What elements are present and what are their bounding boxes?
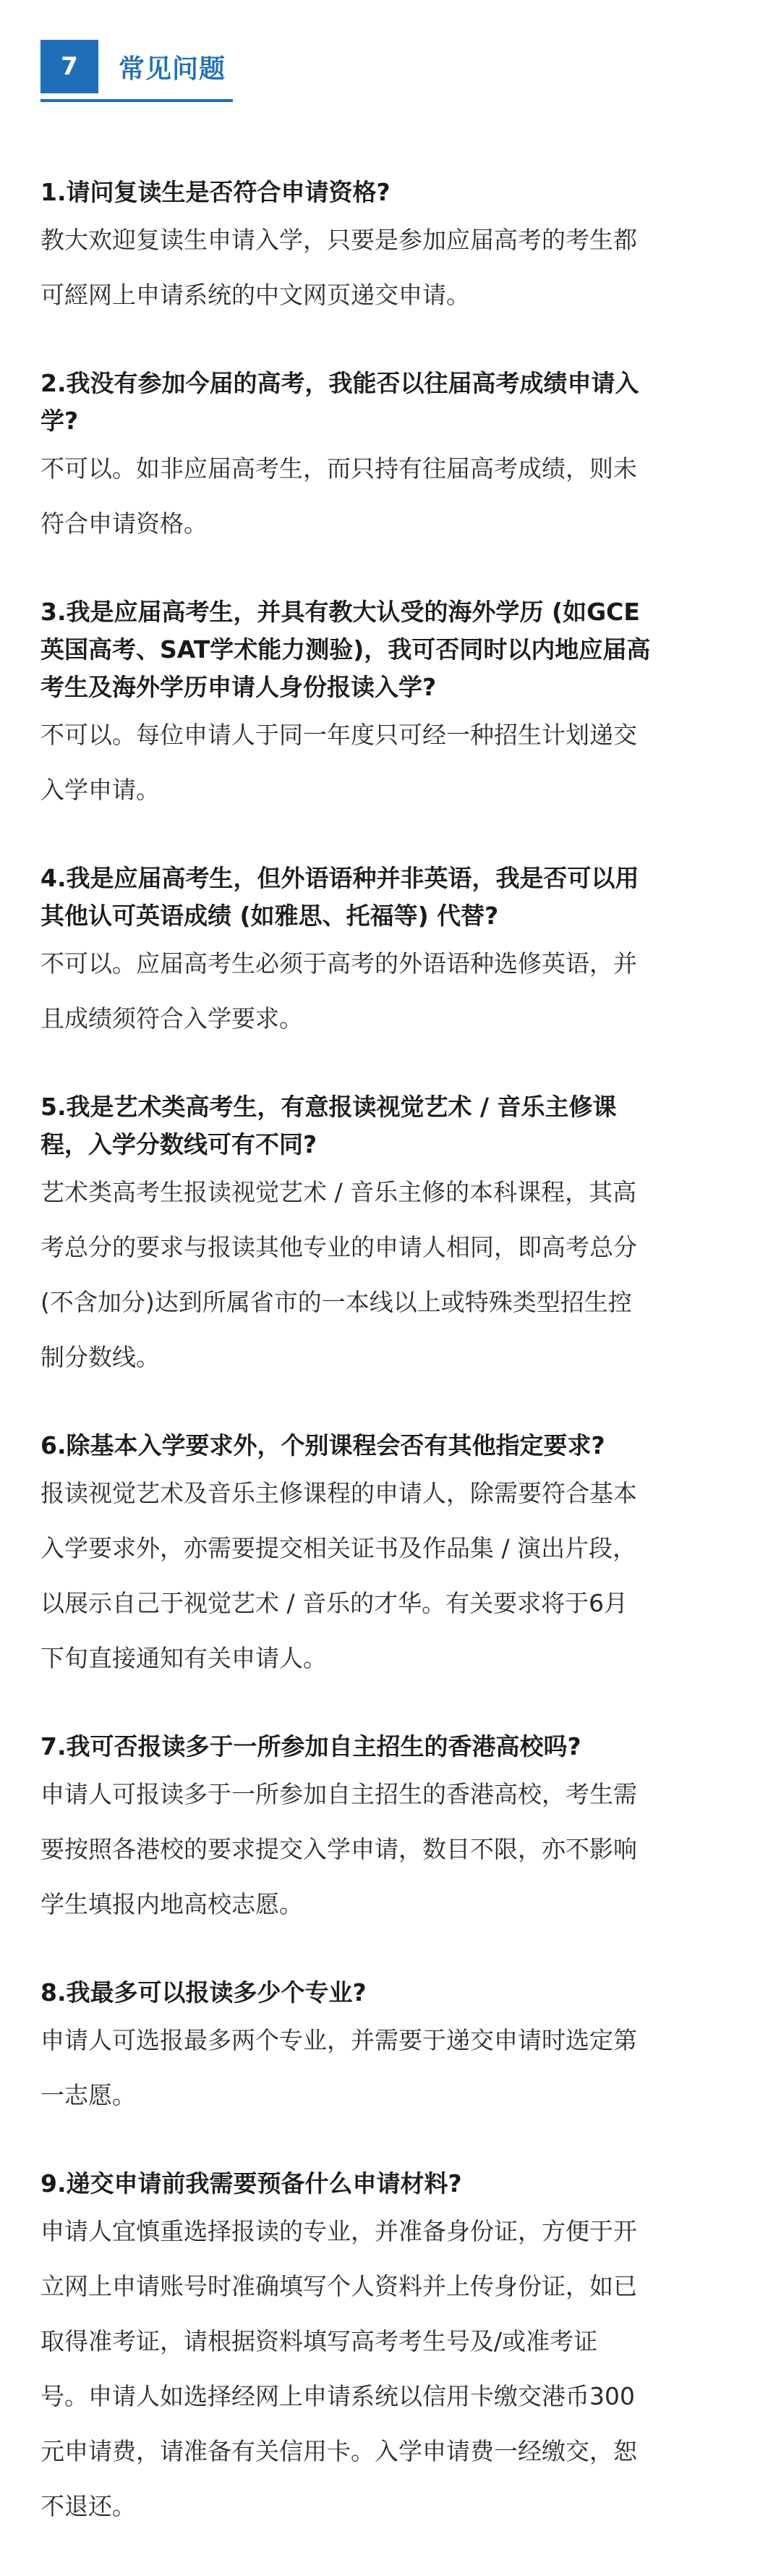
faq-answer-line: 不可以。每位申请人于同一年度只可经一种招生计划递交 [40, 721, 637, 749]
faq-question-line: 8.我最多可以报读多少个专业? [40, 1978, 367, 2007]
faq-answer [40, 213, 745, 323]
section-title: 常见问题 [119, 54, 226, 84]
faq-question-line: 其他认可英语成绩 (如雅思、托福等) 代替? [40, 902, 499, 930]
faq-answer-line: 不可以。如非应届高考生，而只持有往届高考成绩，则未 [40, 454, 637, 483]
faq-answer [40, 708, 745, 818]
faq-answer [40, 1767, 745, 1932]
faq-answer [40, 936, 745, 1046]
faq-answer [40, 441, 745, 551]
faq-answer-line: 元申请费，请准备有关信用卡。入学申请费一经缴交，恕 [40, 2437, 637, 2465]
faq-answer-line: 入学要求外，亦需要提交相关证书及作品集 / 演出片段， [40, 1534, 637, 1562]
faq-list [40, 174, 745, 2576]
faq-answer-line: 立网上申请账号时准确填写个人资料并上传身份证，如已 [40, 2272, 637, 2300]
faq-answer-line: 教大欢迎复读生申请入学，只要是参加应届高考的考生都 [40, 226, 637, 254]
faq-answer-line: 申请人宜慎重选择报读的专业，并准备身份证，方便于开 [40, 2217, 637, 2245]
faq-answer-line: 号。申请人如选择经网上申请系统以信用卡缴交港币300 [40, 2382, 635, 2410]
faq-answer-line: 考总分的要求与报读其他专业的申请人相同，即高考总分 [40, 1233, 637, 1261]
faq-answer-line: 要按照各港校的要求提交入学申请，数目不限，亦不影响 [40, 1835, 637, 1863]
faq-answer-line: 一志愿。 [40, 2081, 136, 2109]
faq-answer [40, 2204, 745, 2534]
faq-question [40, 1728, 745, 1766]
faq-answer-line: 艺术类高考生报读视觉艺术 / 音乐主修的本科课程，其高 [40, 1178, 637, 1206]
faq-question-line: 1.请问复读生是否符合申请资格? [40, 178, 390, 206]
faq-item [40, 1088, 745, 1385]
faq-item [40, 1974, 745, 2123]
faq-question-line: 英国高考、SAT学术能力测验)，我可否同时以内地应届高 [40, 635, 651, 664]
faq-question-line: 学? [40, 407, 79, 435]
faq-answer-line: 申请人可报读多于一所参加自主招生的香港高校，考生需 [40, 1780, 637, 1808]
faq-question [40, 1974, 745, 2012]
faq-question-line: 5.我是艺术类高考生，有意报读视觉艺术 / 音乐主修课 [40, 1093, 617, 1121]
faq-answer [40, 2013, 745, 2123]
faq-answer-line: (不含加分)达到所属省市的一本线以上或特殊类型招生控 [40, 1288, 632, 1316]
faq-answer-line: 且成绩须符合入学要求。 [40, 1004, 303, 1033]
faq-item [40, 1728, 745, 1932]
faq-answer-line: 下旬直接通知有关申请人。 [40, 1644, 327, 1672]
faq-item [40, 174, 745, 323]
faq-question-line: 程，入学分数线可有不同? [40, 1130, 317, 1158]
faq-question-line: 考生及海外学历申请人身份报读入学? [40, 673, 437, 701]
faq-question-line: 3.我是应届高考生，并具有教大认受的海外学历 (如GCE [40, 598, 640, 626]
faq-question [40, 174, 745, 211]
faq-answer-line: 入学申请。 [40, 776, 160, 804]
faq-answer [40, 1466, 745, 1686]
faq-answer-line: 制分数线。 [40, 1343, 160, 1371]
faq-answer [40, 1165, 745, 1385]
faq-answer-line: 报读视觉艺术及音乐主修课程的申请人，除需要符合基本 [40, 1479, 637, 1507]
faq-answer-line: 取得准考证，请根据资料填写高考考生号及/或准考证 [40, 2327, 598, 2355]
faq-question-line: 9.递交申请前我需要预备什么申请材料? [40, 2169, 462, 2198]
section-header [40, 40, 226, 93]
section-number-badge: 7 [40, 40, 98, 93]
faq-item [40, 860, 745, 1046]
faq-answer-line: 申请人可选报最多两个专业，并需要于递交申请时选定第 [40, 2026, 637, 2054]
faq-item [40, 593, 745, 818]
section-title-underline [40, 99, 233, 102]
faq-question-line: 4.我是应届高考生，但外语语种并非英语，我是否可以用 [40, 864, 639, 892]
faq-question-line: 6.除基本入学要求外，个别课程会否有其他指定要求? [40, 1431, 605, 1459]
faq-question-line: 2.我没有参加今届的高考，我能否以往届高考成绩申请入 [40, 369, 639, 397]
faq-question [40, 2165, 745, 2203]
faq-answer-line: 以展示自己于视觉艺术 / 音乐的才华。有关要求将于6月 [40, 1589, 628, 1617]
faq-item [40, 2165, 745, 2534]
faq-question [40, 593, 745, 706]
faq-answer-line: 符合申请资格。 [40, 509, 208, 538]
faq-question [40, 860, 745, 935]
faq-question [40, 1088, 745, 1164]
faq-answer-line: 不可以。应届高考生必须于高考的外语语种选修英语，并 [40, 949, 637, 978]
faq-item [40, 1427, 745, 1686]
faq-question [40, 365, 745, 440]
faq-answer-line: 学生填报内地高校志愿。 [40, 1890, 303, 1918]
faq-answer-line: 可經网上申请系统的中文网页递交申请。 [40, 281, 470, 309]
faq-item [40, 365, 745, 551]
faq-question-line: 7.我可否报读多于一所参加自主招生的香港高校吗? [40, 1732, 581, 1761]
faq-question [40, 1427, 745, 1465]
faq-answer-line: 不退还。 [40, 2492, 136, 2520]
